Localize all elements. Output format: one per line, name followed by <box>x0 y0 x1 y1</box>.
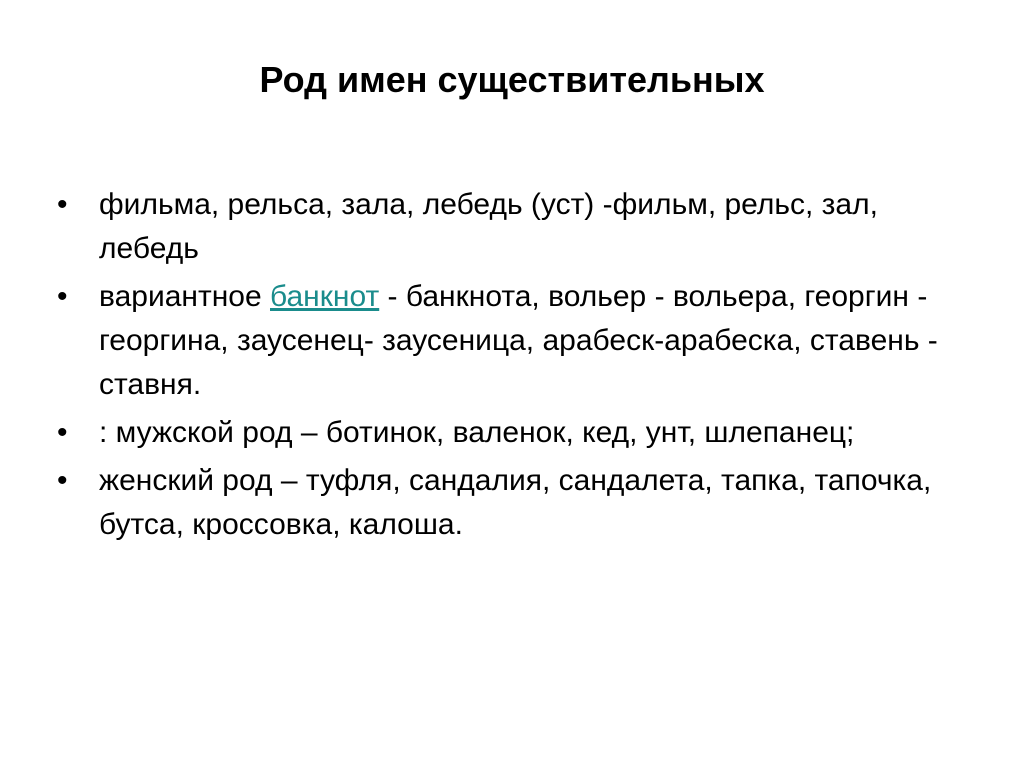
bullet-icon: • <box>57 188 68 221</box>
bullet-text-3: : мужской род – ботинок, валенок, кед, унт, шлепанец; <box>99 416 855 449</box>
bullet-item-2 <box>57 275 957 407</box>
bullet-list <box>57 183 957 551</box>
bullet-item-3 <box>57 411 957 455</box>
banknot-link[interactable]: банкнот <box>270 280 380 313</box>
bullet-icon: • <box>57 280 68 313</box>
slide-title: Род имен существительных <box>259 59 765 100</box>
bullet-text-2-before: вариантное <box>99 280 270 313</box>
bullet-item-1 <box>57 183 957 271</box>
bullet-icon: • <box>57 416 68 449</box>
bullet-text-1: фильма, рельса, зала, лебедь (уст) -фильм, рельс, зал, лебедь <box>99 188 878 265</box>
bullet-text-4: женский род – туфля, сандалия, сандалета, тапка, тапочка, бутса, кроссовка, калоша. <box>99 464 932 541</box>
bullet-icon: • <box>57 464 68 497</box>
bullet-item-4 <box>57 459 957 547</box>
bullet-text-2-after: - банкнота, вольер - вольера, георгин - георгина, заусенец- заусеница, арабеск-арабеска, ставень - ставня. <box>99 280 938 401</box>
